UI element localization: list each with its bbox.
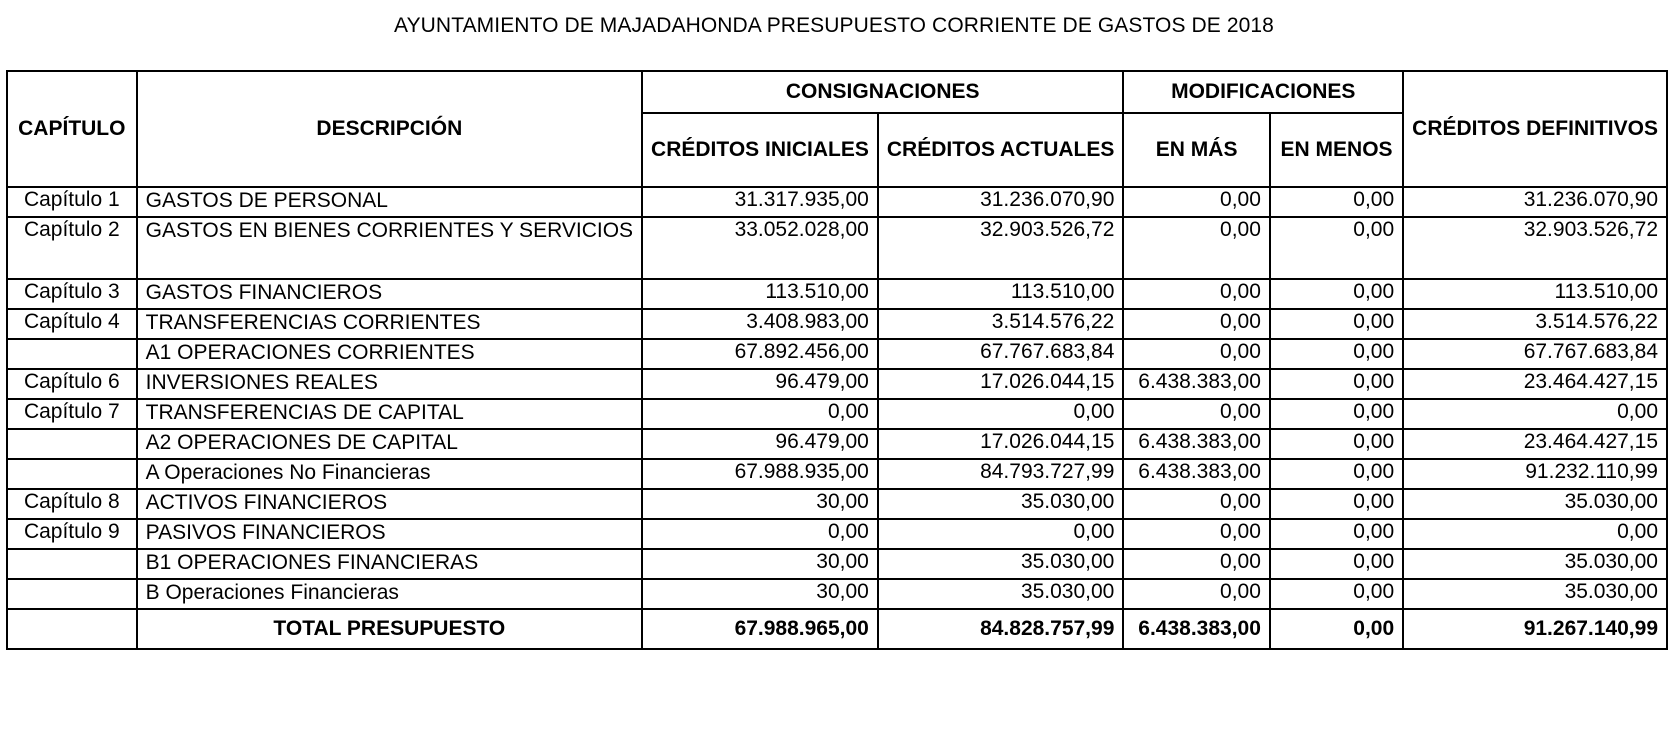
row-capitulo: Capítulo 6 (7, 369, 137, 399)
row-creditos-actuales: 113.510,00 (878, 279, 1124, 309)
row-creditos-definitivos: 35.030,00 (1403, 489, 1667, 519)
row-descripcion: GASTOS DE PERSONAL (137, 187, 642, 217)
row-creditos-iniciales: 30,00 (642, 489, 878, 519)
row-en-mas: 0,00 (1123, 399, 1270, 429)
row-en-mas: 0,00 (1123, 519, 1270, 549)
header-en-mas: EN MÁS (1123, 113, 1270, 187)
total-en-mas: 6.438.383,00 (1123, 609, 1270, 649)
row-en-mas: 0,00 (1123, 279, 1270, 309)
total-creditos-definitivos: 91.267.140,99 (1403, 609, 1667, 649)
row-creditos-definitivos: 113.510,00 (1403, 279, 1667, 309)
row-en-mas: 0,00 (1123, 339, 1270, 369)
row-descripcion: GASTOS EN BIENES CORRIENTES Y SERVICIOS (137, 217, 642, 279)
row-descripcion: TRANSFERENCIAS DE CAPITAL (137, 399, 642, 429)
row-en-mas: 0,00 (1123, 549, 1270, 579)
row-capitulo: Capítulo 1 (7, 187, 137, 217)
row-descripcion: PASIVOS FINANCIEROS (137, 519, 642, 549)
table-row (7, 429, 1667, 459)
row-en-menos: 0,00 (1270, 369, 1403, 399)
row-en-menos: 0,00 (1270, 339, 1403, 369)
header-modificaciones: MODIFICACIONES (1123, 71, 1403, 113)
row-capitulo: Capítulo 8 (7, 489, 137, 519)
row-en-menos: 0,00 (1270, 279, 1403, 309)
row-en-menos: 0,00 (1270, 309, 1403, 339)
table-row (7, 187, 1667, 217)
row-descripcion: A Operaciones No Financieras (137, 459, 642, 489)
row-capitulo (7, 339, 137, 369)
total-creditos-actuales: 84.828.757,99 (878, 609, 1124, 649)
row-en-menos: 0,00 (1270, 519, 1403, 549)
total-capitulo (7, 609, 137, 649)
row-creditos-actuales: 0,00 (878, 519, 1124, 549)
row-creditos-iniciales: 31.317.935,00 (642, 187, 878, 217)
header-row-1 (7, 71, 1667, 113)
row-descripcion: A2 OPERACIONES DE CAPITAL (137, 429, 642, 459)
row-en-mas: 6.438.383,00 (1123, 459, 1270, 489)
row-descripcion: GASTOS FINANCIEROS (137, 279, 642, 309)
table-row (7, 459, 1667, 489)
table-row (7, 217, 1667, 279)
header-capitulo: CAPÍTULO (7, 71, 137, 187)
row-creditos-actuales: 35.030,00 (878, 549, 1124, 579)
row-creditos-definitivos: 32.903.526,72 (1403, 217, 1667, 279)
row-creditos-actuales: 0,00 (878, 399, 1124, 429)
row-en-menos: 0,00 (1270, 459, 1403, 489)
row-creditos-iniciales: 3.408.983,00 (642, 309, 878, 339)
row-en-menos: 0,00 (1270, 579, 1403, 609)
row-en-mas: 0,00 (1123, 217, 1270, 279)
total-creditos-iniciales: 67.988.965,00 (642, 609, 878, 649)
table-row (7, 279, 1667, 309)
table-row (7, 369, 1667, 399)
row-creditos-actuales: 67.767.683,84 (878, 339, 1124, 369)
row-creditos-definitivos: 0,00 (1403, 519, 1667, 549)
table-row (7, 399, 1667, 429)
row-en-menos: 0,00 (1270, 399, 1403, 429)
header-creditos-definitivos: CRÉDITOS DEFINITIVOS (1403, 71, 1667, 187)
header-creditos-iniciales: CRÉDITOS INICIALES (642, 113, 878, 187)
row-en-mas: 0,00 (1123, 489, 1270, 519)
row-creditos-actuales: 31.236.070,90 (878, 187, 1124, 217)
table-row (7, 489, 1667, 519)
row-creditos-definitivos: 91.232.110,99 (1403, 459, 1667, 489)
row-en-menos: 0,00 (1270, 429, 1403, 459)
row-descripcion: A1 OPERACIONES CORRIENTES (137, 339, 642, 369)
row-capitulo (7, 429, 137, 459)
row-descripcion: B Operaciones Financieras (137, 579, 642, 609)
row-en-menos: 0,00 (1270, 489, 1403, 519)
row-en-mas: 6.438.383,00 (1123, 429, 1270, 459)
header-en-menos: EN MENOS (1270, 113, 1403, 187)
row-creditos-definitivos: 35.030,00 (1403, 549, 1667, 579)
row-descripcion: TRANSFERENCIAS CORRIENTES (137, 309, 642, 339)
row-creditos-actuales: 17.026.044,15 (878, 369, 1124, 399)
row-creditos-iniciales: 67.988.935,00 (642, 459, 878, 489)
row-en-menos: 0,00 (1270, 217, 1403, 279)
row-descripcion: B1 OPERACIONES FINANCIERAS (137, 549, 642, 579)
row-creditos-definitivos: 3.514.576,22 (1403, 309, 1667, 339)
row-en-mas: 0,00 (1123, 579, 1270, 609)
row-creditos-iniciales: 33.052.028,00 (642, 217, 878, 279)
row-creditos-iniciales: 30,00 (642, 549, 878, 579)
row-capitulo: Capítulo 7 (7, 399, 137, 429)
table-row (7, 579, 1667, 609)
row-creditos-iniciales: 0,00 (642, 399, 878, 429)
row-creditos-actuales: 3.514.576,22 (878, 309, 1124, 339)
row-creditos-iniciales: 0,00 (642, 519, 878, 549)
row-capitulo: Capítulo 4 (7, 309, 137, 339)
row-capitulo: Capítulo 2 (7, 217, 137, 279)
row-creditos-definitivos: 23.464.427,15 (1403, 429, 1667, 459)
table-row (7, 339, 1667, 369)
row-creditos-actuales: 35.030,00 (878, 579, 1124, 609)
row-creditos-definitivos: 67.767.683,84 (1403, 339, 1667, 369)
total-row (7, 609, 1667, 649)
row-creditos-definitivos: 0,00 (1403, 399, 1667, 429)
row-creditos-actuales: 84.793.727,99 (878, 459, 1124, 489)
row-creditos-iniciales: 113.510,00 (642, 279, 878, 309)
row-descripcion: ACTIVOS FINANCIEROS (137, 489, 642, 519)
row-creditos-actuales: 35.030,00 (878, 489, 1124, 519)
total-en-menos: 0,00 (1270, 609, 1403, 649)
budget-table (6, 70, 1668, 650)
table-row (7, 549, 1667, 579)
header-descripcion: DESCRIPCIÓN (137, 71, 642, 187)
row-capitulo: Capítulo 3 (7, 279, 137, 309)
row-capitulo: Capítulo 9 (7, 519, 137, 549)
row-en-mas: 6.438.383,00 (1123, 369, 1270, 399)
row-capitulo (7, 459, 137, 489)
row-en-mas: 0,00 (1123, 309, 1270, 339)
row-capitulo (7, 579, 137, 609)
row-en-menos: 0,00 (1270, 187, 1403, 217)
header-creditos-actuales: CRÉDITOS ACTUALES (878, 113, 1124, 187)
row-creditos-actuales: 32.903.526,72 (878, 217, 1124, 279)
page-title: AYUNTAMIENTO DE MAJADAHONDA PRESUPUESTO CORRIENTE DE GASTOS DE 2018 (394, 14, 1274, 37)
row-en-mas: 0,00 (1123, 187, 1270, 217)
row-descripcion: INVERSIONES REALES (137, 369, 642, 399)
row-capitulo (7, 549, 137, 579)
table-row (7, 519, 1667, 549)
row-creditos-iniciales: 30,00 (642, 579, 878, 609)
row-creditos-definitivos: 23.464.427,15 (1403, 369, 1667, 399)
table-row (7, 309, 1667, 339)
row-creditos-iniciales: 96.479,00 (642, 369, 878, 399)
row-creditos-iniciales: 67.892.456,00 (642, 339, 878, 369)
row-creditos-definitivos: 31.236.070,90 (1403, 187, 1667, 217)
row-creditos-definitivos: 35.030,00 (1403, 579, 1667, 609)
row-creditos-iniciales: 96.479,00 (642, 429, 878, 459)
row-en-menos: 0,00 (1270, 549, 1403, 579)
row-creditos-actuales: 17.026.044,15 (878, 429, 1124, 459)
total-descripcion: TOTAL PRESUPUESTO (137, 609, 642, 649)
header-consignaciones: CONSIGNACIONES (642, 71, 1123, 113)
